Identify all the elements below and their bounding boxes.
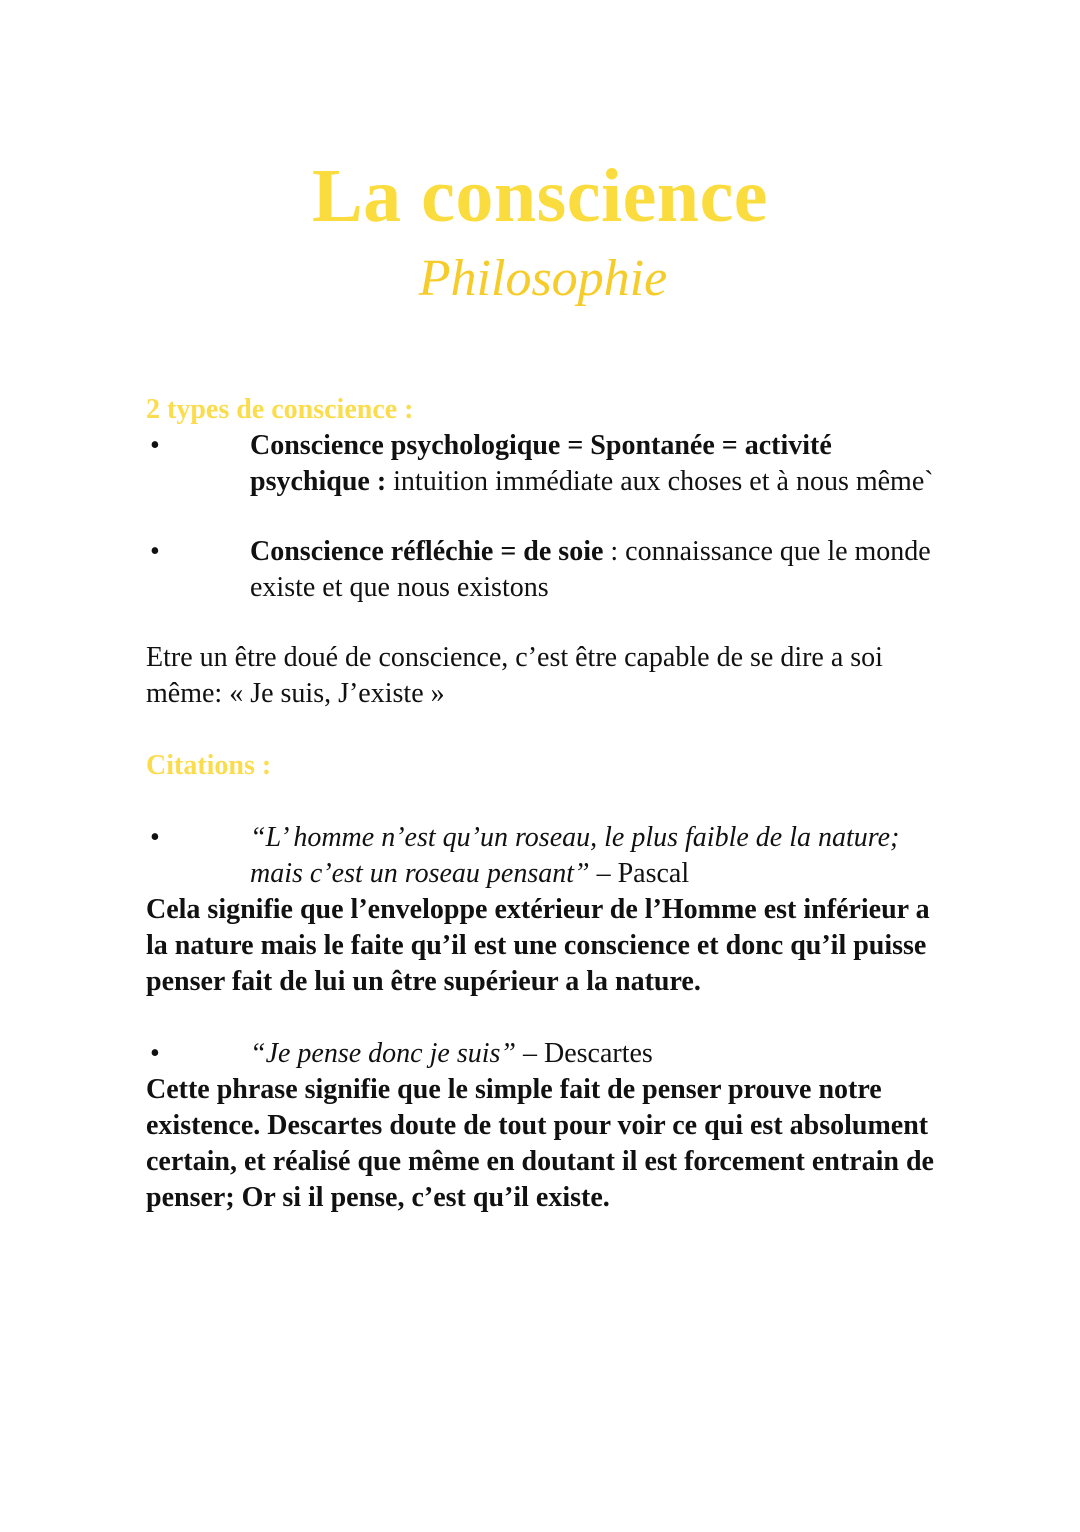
quote-author: – Pascal — [589, 858, 690, 889]
quote-item — [146, 1036, 946, 1072]
section-heading-types: 2 types de conscience : — [146, 394, 414, 425]
list-item-bold: Conscience réfléchie = de soie — [250, 536, 604, 567]
section-heading-citations: Citations : — [146, 750, 272, 781]
list-item-detail: intuition immédiate aux choses et à nous même` — [386, 466, 934, 497]
page-title: La conscience — [311, 154, 769, 238]
quote-author: – Descartes — [515, 1038, 653, 1069]
list-item-bold: Conscience psychologique = Spontanée = activité psychique : — [250, 430, 832, 497]
quote-line — [250, 820, 946, 892]
bullet-icon: • — [150, 536, 160, 567]
list-item-text — [250, 428, 946, 500]
quote-text: “L’ homme n’est qu’un roseau, le plus faible de la nature; mais c’est un roseau pensant” — [250, 822, 900, 889]
quote-item — [146, 820, 946, 892]
list-item-text — [250, 534, 946, 606]
list-item — [146, 534, 946, 606]
definition-paragraph: Etre un être doué de conscience, c’est être capable de se dire a soi même: « Je suis, J’existe » — [146, 642, 883, 709]
bullet-icon: • — [150, 822, 160, 853]
quote-explanation: Cette phrase signifie que le simple fait de penser prouve notre existence. Descartes doute de tout pour voir ce qui est absolument certain, et réalisé que même en doutant il est forcement entrain de penser; Or si il pense, c’est qu’il existe. — [146, 1074, 934, 1213]
page-subtitle: Philosophie — [418, 250, 668, 307]
list-item-detail: : connaissance que le monde existe et que nous existons — [250, 536, 931, 603]
quote-text: “Je pense donc je suis” — [250, 1038, 516, 1069]
document-body — [146, 392, 946, 1216]
quote-explanation: Cela signifie que l’enveloppe extérieur de l’Homme est inférieur a la nature mais le faite qu’il est une conscience et donc qu’il puisse penser fait de lui un être supérieur a la nature. — [146, 894, 930, 997]
bullet-icon: • — [150, 1038, 160, 1069]
list-item — [146, 428, 946, 500]
bullet-icon: • — [150, 430, 160, 461]
quote-line — [250, 1036, 946, 1072]
